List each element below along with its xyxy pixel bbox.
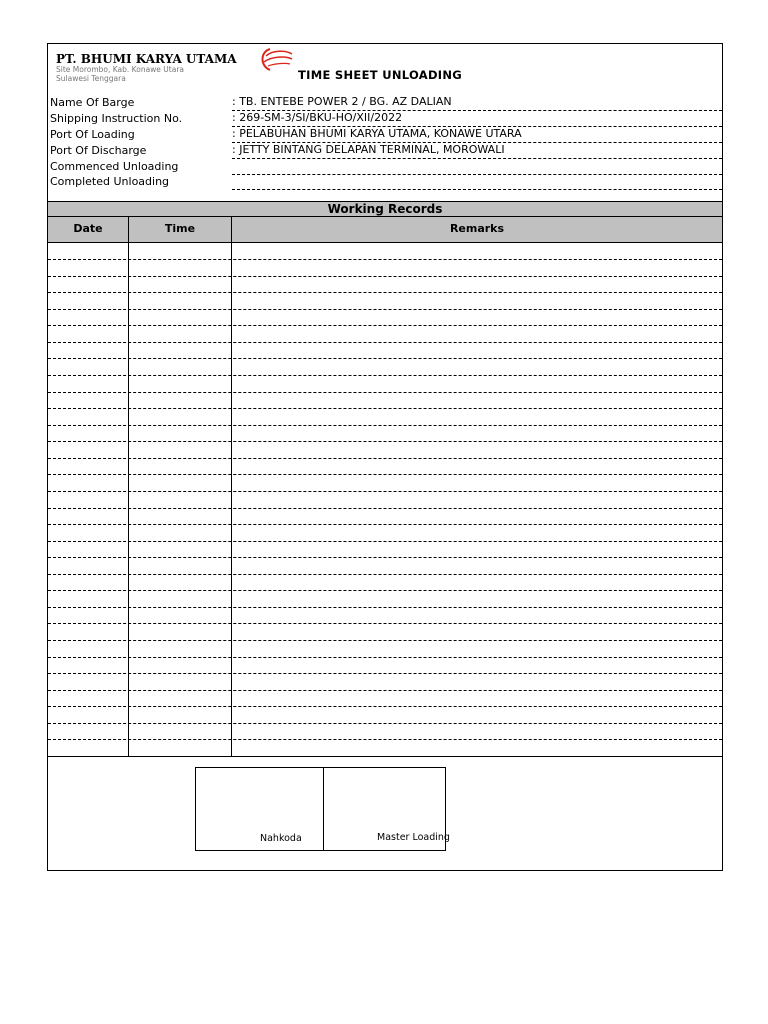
value-completed-unloading	[232, 175, 722, 190]
table-row	[48, 342, 722, 343]
label-port-of-loading: Port Of Loading	[50, 128, 135, 141]
table-row	[48, 607, 722, 608]
column-divider-time-remarks	[231, 217, 232, 756]
table-row	[48, 491, 722, 492]
label-shipping-instruction: Shipping Instruction No.	[50, 112, 183, 125]
table-row	[48, 590, 722, 591]
company-address-line-2: Sulawesi Tenggara	[56, 74, 126, 83]
table-row	[48, 673, 722, 674]
table-row	[48, 375, 722, 376]
table-row	[48, 441, 722, 442]
label-name-of-barge: Name Of Barge	[50, 96, 135, 109]
column-header-remarks: Remarks	[232, 217, 722, 243]
table-row	[48, 325, 722, 326]
table-bottom-border	[48, 756, 722, 757]
table-row	[48, 408, 722, 409]
table-row	[48, 623, 722, 624]
signature-label-master-loading: Master Loading	[377, 832, 450, 843]
table-row	[48, 574, 722, 575]
table-row	[48, 541, 722, 542]
signature-label-nahkoda: Nahkoda	[260, 833, 302, 844]
company-logo-icon	[256, 46, 296, 74]
table-row	[48, 524, 722, 525]
column-header-time: Time	[129, 217, 231, 243]
value-name-of-barge: : TB. ENTEBE POWER 2 / BG. AZ DALIAN	[232, 96, 722, 111]
table-row	[48, 508, 722, 509]
column-divider-date-time	[128, 217, 129, 756]
table-row	[48, 259, 722, 260]
label-port-of-discharge: Port Of Discharge	[50, 144, 147, 157]
table-row	[48, 557, 722, 558]
time-sheet-document	[47, 43, 723, 871]
table-row	[48, 690, 722, 691]
working-records-heading: Working Records	[48, 201, 722, 217]
table-row	[48, 706, 722, 707]
table-row	[48, 458, 722, 459]
label-commenced-unloading: Commenced Unloading	[50, 160, 179, 173]
table-row	[48, 309, 722, 310]
table-row	[48, 358, 722, 359]
table-row	[48, 640, 722, 641]
table-row	[48, 723, 722, 724]
table-row	[48, 474, 722, 475]
label-completed-unloading: Completed Unloading	[50, 175, 170, 188]
value-port-of-loading: : PELABUHAN BHUMI KARYA UTAMA, KONAWE UTARA	[232, 128, 722, 143]
company-name: PT. BHUMI KARYA UTAMA	[56, 52, 237, 66]
column-header-date: Date	[48, 217, 128, 243]
table-row	[48, 392, 722, 393]
table-row	[48, 657, 722, 658]
table-row	[48, 425, 722, 426]
document-title: TIME SHEET UNLOADING	[298, 68, 463, 82]
table-row	[48, 276, 722, 277]
value-port-of-discharge: : JETTY BINTANG DELAPAN TERMINAL, MOROWALI	[232, 144, 722, 159]
value-shipping-instruction: : 269-SM-3/SI/BKU-HO/XII/2022	[232, 112, 722, 127]
table-row	[48, 739, 722, 740]
table-row	[48, 292, 722, 293]
company-address-line-1: Site Morombo, Kab. Konawe Utara	[56, 65, 185, 74]
value-commenced-unloading	[232, 160, 722, 175]
